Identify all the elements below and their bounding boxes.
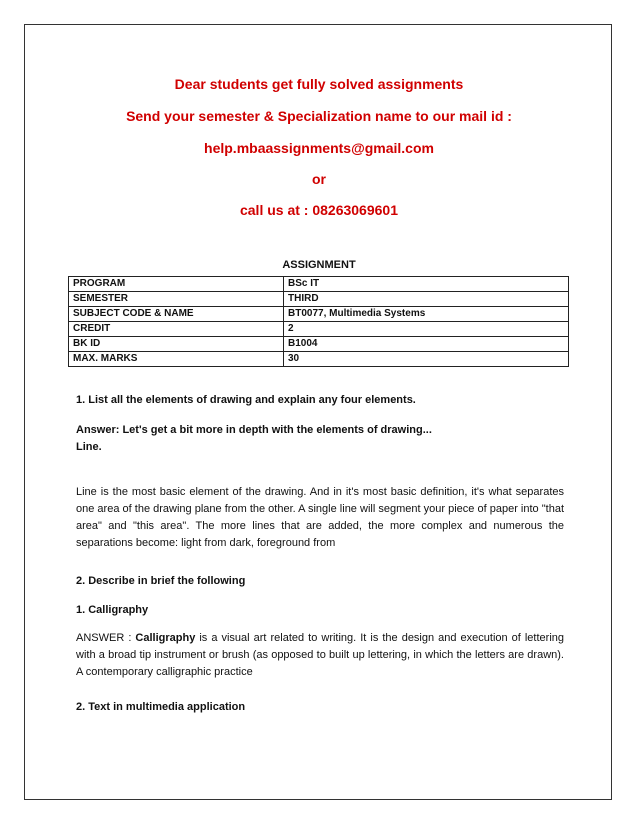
question-2: 2. Describe in brief the following <box>76 575 246 587</box>
row-key: SUBJECT CODE & NAME <box>69 307 284 322</box>
row-value: 2 <box>284 322 569 337</box>
row-key: BK ID <box>69 337 284 352</box>
row-value: B1004 <box>284 337 569 352</box>
header-call: call us at : 08263069601 <box>239 202 398 218</box>
row-value: 30 <box>284 352 569 367</box>
row-key: CREDIT <box>69 322 284 337</box>
answer-term: Calligraphy <box>135 632 196 644</box>
q2-subheading-text: 2. Text in multimedia application <box>76 701 246 713</box>
q1-subheading-line: Line. <box>76 441 102 453</box>
header-or: or <box>312 171 326 187</box>
row-value: THIRD <box>284 292 569 307</box>
table-row <box>69 307 569 322</box>
table-row <box>69 322 569 337</box>
row-key: PROGRAM <box>69 277 284 292</box>
q2-answer-paragraph <box>76 630 564 681</box>
assignment-info-table <box>68 276 569 367</box>
table-row <box>69 277 569 292</box>
table-row <box>69 292 569 307</box>
answer-rest: is a visual art related to writing. It is the design and execution of lettering with a broad tip instrument or brush (as opposed to built up lettering, in which the letters are drawn). A contemporary calligraphic practice <box>76 632 564 678</box>
table-row <box>69 352 569 367</box>
header-email[interactable]: help.mbaassignments@gmail.com <box>204 140 434 156</box>
answer-prefix: ANSWER : <box>76 632 136 644</box>
assignment-title: ASSIGNMENT <box>282 259 356 271</box>
row-key: MAX. MARKS <box>69 352 284 367</box>
row-key: SEMESTER <box>69 292 284 307</box>
header-line-1: Dear students get fully solved assignments <box>174 76 464 92</box>
row-value: BT0077, Multimedia Systems <box>284 307 569 322</box>
q1-answer-intro: Answer: Let's get a bit more in depth with the elements of drawing... <box>76 424 432 436</box>
q1-paragraph: Line is the most basic element of the drawing. And in it's most basic definition, it's what separates one area of the drawing plane from the other. A single line will segment your piece of paper into "that area" and "this area". The more lines that are added, the more complex and numerous the separations become: light from dark, foreground from <box>76 486 564 549</box>
row-value: BSc IT <box>284 277 569 292</box>
question-1: 1. List all the elements of drawing and explain any four elements. <box>76 394 416 406</box>
q2-subheading-calligraphy: 1. Calligraphy <box>76 604 149 616</box>
table-row <box>69 337 569 352</box>
header-line-2: Send your semester & Specialization name to our mail id : <box>126 108 512 124</box>
